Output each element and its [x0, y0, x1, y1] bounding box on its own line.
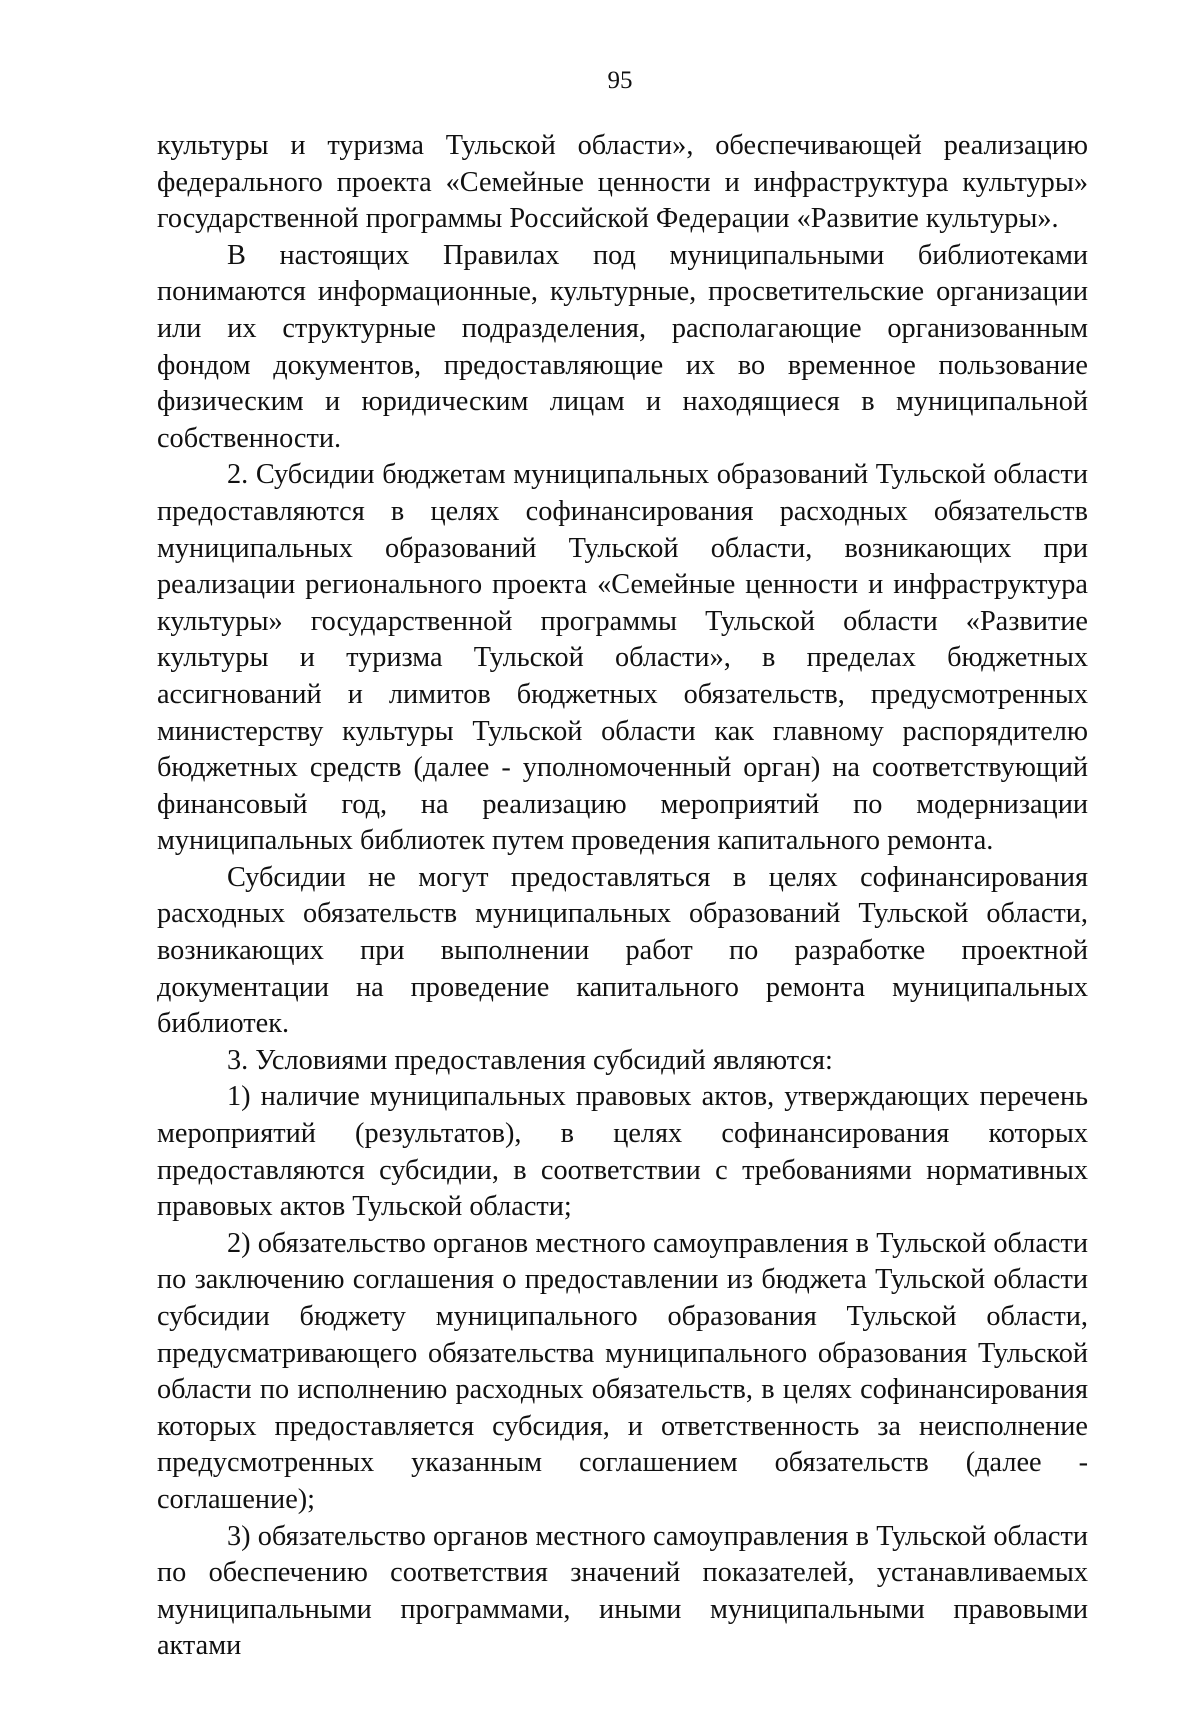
- page-number: 95: [607, 67, 633, 94]
- paragraph-2: В настоящих Правилах под муниципальными библиотеками понимаются информационные, культурные, просветительские организации или их структурные подразделения, располагающие организованным фондом документов, предоставляющие их во временное пользование физическим и юридическим лицам и находящиеся в муниципальной собственности.: [157, 239, 1088, 454]
- paragraph-5: 3. Условиями предоставления субсидий являются:: [227, 1044, 833, 1076]
- document-body: [157, 128, 1088, 1665]
- paragraph-8: 3) обязательство органов местного самоуправления в Тульской области по обеспечению соответствия значений показателей, устанавливаемых муниципальными программами, иными муниципальными правовыми актами: [157, 1520, 1088, 1662]
- paragraph-1: культуры и туризма Тульской области», обеспечивающей реализацию федерального проекта «Семейные ценности и инфраструктура культуры» государственной программы Российской Федерации «Развитие культуры».: [157, 130, 1088, 235]
- paragraph-7: 2) обязательство органов местного самоуправления в Тульской области по заключению соглашения о предоставлении из бюджета Тульской области субсидии бюджету муниципального образования Тульской области, предусматривающего обязательства муниципального образования Тульской области по исполнению расходных обязательств, в целях софинансирования которых предоставляется субсидия, и ответственность за неисполнение предусмотренных указанным соглашением обязательств (далее - соглашение);: [157, 1227, 1088, 1515]
- paragraph-6: 1) наличие муниципальных правовых актов, утверждающих перечень мероприятий (результатов), в целях софинансирования которых предоставляются субсидии, в соответствии с требованиями нормативных правовых актов Тульской области;: [157, 1081, 1088, 1223]
- paragraph-4: Субсидии не могут предоставляться в целях софинансирования расходных обязательств муниципальных образований Тульской области, возникающих при выполнении работ по разработке проектной документации на проведение капитального ремонта муниципальных библиотек.: [157, 861, 1088, 1040]
- paragraph-3: 2. Субсидии бюджетам муниципальных образований Тульской области предоставляются в целях софинансирования расходных обязательств муниципальных образований Тульской области, возникающих при реализации регионального проекта «Семейные ценности и инфраструктура культуры» государственной программы Тульской области «Развитие культуры и туризма Тульской области», в пределах бюджетных ассигнований и лимитов бюджетных обязательств, предусмотренных министерству культуры Тульской области как главному распорядителю бюджетных средств (далее - уполномоченный орган) на соответствующий финансовый год, на реализацию мероприятий по модернизации муниципальных библиотек путем проведения капитального ремонта.: [157, 459, 1088, 857]
